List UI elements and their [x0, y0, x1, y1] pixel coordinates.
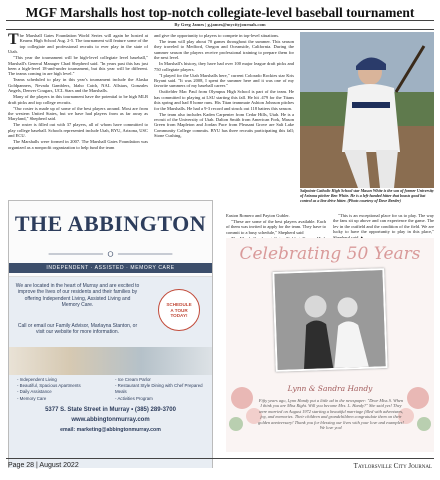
photo-caption: Salpointe Catholic High School star Mason White is the son of former University of Arizona pitcher Ben White. He is a left-handed hitter that boasts good bat control as a line drive hitter. (Photo courtesy of Dave Reeder) — [300, 188, 434, 203]
list-item: - Beautiful, Spacious Apartments — [17, 383, 81, 389]
abbington-logo: THE ABBINGTON — [14, 211, 207, 236]
list-item: - Memory Care — [17, 395, 47, 401]
drop-cap: T — [8, 31, 19, 48]
paragraph: Outfielder Mac Paul from Olympus High School is part of the team. He has committed to playing at LSU starting this fall. He hit .479 for the Titans this spring and had 8 home runs. His Titan teammate Ashton Johnson pitches for the Marshalls. He had a 9-3 record and struck out 118 batters this season. — [154, 89, 294, 111]
couple-names: Lynn & Sandra Handy — [287, 384, 373, 393]
paragraph: "These are some of the best players available. Each of them was invited to apply for the team. They have to commit to a busy schedule," Shepherd said — [226, 219, 326, 235]
anniversary-ad — [226, 238, 434, 452]
article-byline: By Greg James | g.james@mycityjournals.com — [174, 22, 266, 27]
ad-body — [9, 277, 212, 468]
paragraph: Easton Romero and Payton Gubler. — [226, 213, 290, 218]
amenities-list-left — [17, 377, 109, 402]
list-item: - Independent Living — [17, 377, 57, 382]
ad-email-link[interactable]: email: marketing@abbingtonmurray.com — [60, 427, 161, 433]
anniversary-title: Celebrating 50 Years — [239, 244, 421, 264]
paragraph: The team also includes Kaden Carpenter from Cedar Hills, Utah. He is a recruit of the University of Utah. Dalton Smith from American Fork, Mason Green from Mapleton and Jordan Pace from Pleasant Grove are Salt Lake Community College commits. BYU has three recruits participating this fall; Stone Cushing, — [154, 111, 294, 139]
top-rule — [6, 20, 434, 21]
ornament-icon — [9, 249, 212, 259]
page-number: Page 28 | August 2022 — [8, 462, 79, 469]
schedule-tour-badge[interactable] — [158, 289, 200, 331]
paragraph: The roster is filled out with 37 players, all of whom have committed to play college baseball. Schools represented include Utah, BYU, Arizona, USC and ECU. — [8, 122, 148, 139]
article-headline: MGF Marshalls host top-notch collegiate-level baseball tournament — [25, 5, 415, 20]
player-illustration — [300, 32, 434, 188]
paragraph: The team will play about 70 games throughout the summer. This season they traveled to Medford, Oregon and Oceanside, California. During the summer season the players receive professional training to prepare them for the next level. — [154, 39, 294, 61]
paragraph: In Marshall's history, they have had over 100 major league draft picks and 750 collegiate players. — [154, 61, 294, 72]
list-item: - Restaurant Style Dining with Chef Prepared Meals — [115, 383, 203, 395]
anniversary-message: Fifty years ago, Lynn Handy put a little ad in the newspaper: "Dear Miss S. When I think you are Miss Right. Will you become Mrs. L. Handy?" She said yes! They were married on August 1972 starting a beautiful marriage filled with adventures, joy, and memories. Their children and grandchildren congratulate them on their golden anniversary! Thank you for blessing our lives with your love and examples! We love you! — [258, 398, 404, 431]
abbington-ad[interactable] — [8, 200, 213, 468]
facility-photo — [9, 347, 212, 375]
list-item: - Ice Cream Parlor — [115, 377, 151, 382]
badge-line: TODAY! — [170, 313, 188, 319]
paragraph: The Marshalls were formed in 2007. The Marshall Gates Foundation was organized as a nonprofit organization to help fund the team — [8, 139, 148, 150]
paragraph: Teams scheduled to play in this year's tournament include the Alaska Goldpanners, Nevada Gamblers, Idaho Catch, NAL Allstars, Gonzales Angels, Denver Cougars, UCL Stars and the Marshalls. — [8, 77, 148, 94]
ad-website-link[interactable]: www.abbingtonmurray.com — [71, 417, 150, 423]
couple-illustration — [274, 270, 387, 372]
paragraph: and give the opportunity to players to compete in top-level situations. — [154, 33, 280, 38]
badge-line: SCHEDULE — [166, 302, 192, 307]
paragraph: Many of the players in this tournament have the potential to be high MLB draft picks and top college recruits. — [8, 94, 148, 105]
list-item: - Activities Program — [115, 395, 153, 401]
wedding-photo — [272, 268, 387, 372]
list-item: - Daily Assistance — [17, 389, 52, 395]
paragraph: "I played for the Utah Marshalls here," current Colorado Rockies star Kris Bryant said. "It was 2008, I spent the summer here and it was one of my favorite summers of my baseball career." — [154, 72, 294, 89]
paragraph: "Our roster is made up of some of the best players around. Most are from the western United States, but we have had players from as far away as Maryland," Shepherd said. — [8, 105, 148, 122]
ad-address: 5377 S. State Street in Murray • (385) 289-3700 — [45, 407, 176, 413]
byline-rule — [6, 29, 434, 30]
footer-rule — [6, 458, 434, 459]
baseball-player-photo — [300, 32, 434, 188]
ad-call-text: Call or email our Family Advisor, Marlayna Stanton, or visit our website for more information. — [17, 323, 138, 336]
ad-header — [9, 201, 212, 277]
ad-tagline: INDEPENDENT · ASSISTED · MEMORY CARE — [9, 263, 212, 273]
amenities-list-right — [115, 377, 207, 402]
paragraph: "This year the tournament will be high-level collegiate level baseball," Marshall's General Manager Chad Shepherd said. "In years past this has just been a high-level 18-and-under tournament, but this year will be different. The teams coming in are high level." — [8, 55, 148, 77]
badge-line: A TOUR — [170, 307, 188, 313]
publication-name: Taylorsville City Journal — [353, 462, 432, 470]
article-column-1 — [8, 33, 148, 151]
paragraph: he Marshall Gates Foundation World Series will again be hosted at Kearns High School Aug. 2-5. The tournament will feature some of the top collegiate and professional recruits to ever play in the state of Utah. — [8, 33, 148, 55]
paragraph: "This is an exceptional place for us to play. The way the fans sit up above and can experience the game. The lev in the outfield and the condition of the field. We are lucky to have the opportunity to play in this place," — [333, 213, 434, 235]
ad-intro-text: We are located in the heart of Murray and are excited to improve the lives of our residents and their families by offering Independent Living, Assisted Living and Memory Care. — [15, 283, 140, 309]
article-column-4 — [333, 213, 434, 241]
article-column-2 — [154, 33, 294, 139]
